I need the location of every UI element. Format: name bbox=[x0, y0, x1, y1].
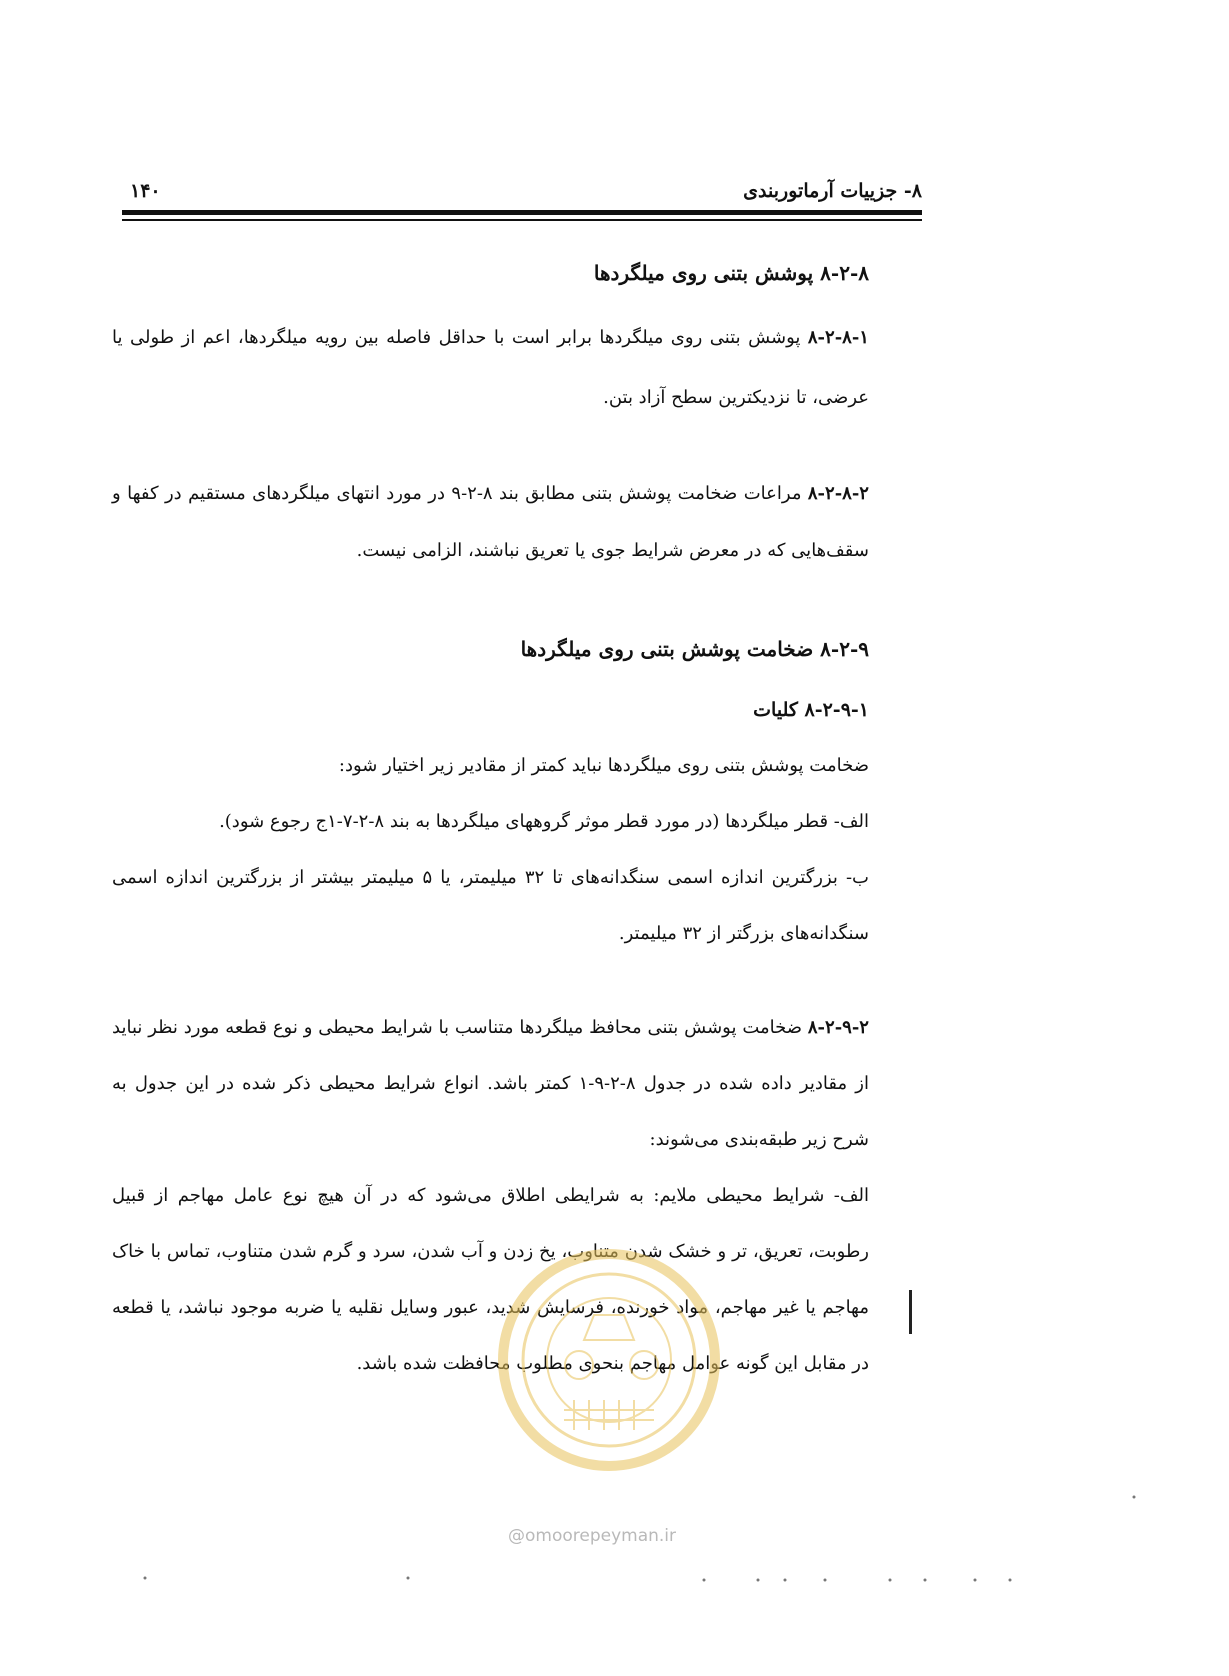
list-item-alef-mild-conditions: الف- شرایط محیطی ملایم: به شرایطی اطلاق می‌شود که در آن هیچ نوع عامل مهاجم از قبیل رطوبت، تعریق، تر و خشک شدن متناوب، یخ زدن و آب شدن، سرد و گرم شدن متناوب، تماس با خاک مهاجم یا غیر مهاجم، مواد خورنده، فرسایش شدید، عبور وسایل نقلیه یا ضربه موجود نباشد، یا قطعه در مقابل این گونه عوامل مهاجم بنحوی مطلوب محافظت شده باشد. bbox=[112, 1185, 869, 1374]
paragraph-8-2-8-1 bbox=[112, 308, 869, 428]
header-rule-thick bbox=[122, 210, 922, 215]
subsection-heading-8-2-9-1: ۸-۲-۹-۱ کلیات bbox=[753, 699, 869, 721]
clause-text: ضخامت پوشش بتنی محافظ میلگردها متناسب با شرایط محیطی و نوع قطعه مورد نظر نباید از مقادیر داده شده در جدول ۸-۲-۹-۱ کمتر باشد. انواع شرایط محیطی ذکر شده در این جدول به شرح زیر طبقه‌بندی می‌شوند: bbox=[112, 1017, 869, 1150]
watermark-url: @omoorepeyman.ir bbox=[508, 1526, 677, 1546]
list-item-alef: الف- قطر میلگردها (در مورد قطر موثر گروههای میلگردها به بند ۸-۲-۷-۱ج رجوع شود). bbox=[219, 811, 869, 832]
paragraph-8-2-8-2 bbox=[112, 465, 869, 579]
clause-text: پوشش بتنی روی میلگردها برابر است با حداقل فاصله بین رویه میلگردها، اعم از طولی یا عرضی، تا نزدیکترین سطح آزاد بتن. bbox=[112, 327, 869, 408]
section-heading-8-2-8: ۸-۲-۸ پوشش بتنی روی میلگردها bbox=[593, 261, 869, 285]
clause-number: ۸-۲-۹-۲ bbox=[807, 1017, 869, 1038]
list-item-be: ب- بزرگترین اندازه اسمی سنگدانه‌های تا ۳۲ میلیمتر، یا ۵ میلیمتر بیشتر از بزرگترین اندازه اسمی سنگدانه‌های بزرگتر از ۳۲ میلیمتر. bbox=[112, 867, 870, 944]
intro-text: ضخامت پوشش بتنی روی میلگردها نباید کمتر از مقادیر زیر اختیار شود: bbox=[338, 755, 869, 776]
clause-number: ۸-۲-۸-۱ bbox=[807, 327, 869, 348]
page-number: ۱۴۰ bbox=[130, 180, 161, 202]
clause-text: مراعات ضخامت پوشش بتنی مطابق بند ۸-۲-۹ در مورد انتهای میلگردهای مستقیم در کفها و سقف‌هایی که در معرض شرایط جوی یا تعریق نباشند، الزامی نیست. bbox=[112, 483, 869, 561]
margin-change-bar bbox=[909, 1290, 912, 1334]
header-rule-thin bbox=[122, 219, 922, 221]
general-requirements bbox=[112, 738, 869, 962]
section-heading-8-2-9: ۸-۲-۹ ضخامت پوشش بتنی روی میلگردها bbox=[520, 637, 869, 661]
clause-number: ۸-۲-۸-۲ bbox=[807, 483, 869, 504]
paragraph-8-2-9-2 bbox=[112, 1000, 869, 1392]
chapter-title: ۸- جزییات آرماتوربندی bbox=[743, 180, 922, 202]
